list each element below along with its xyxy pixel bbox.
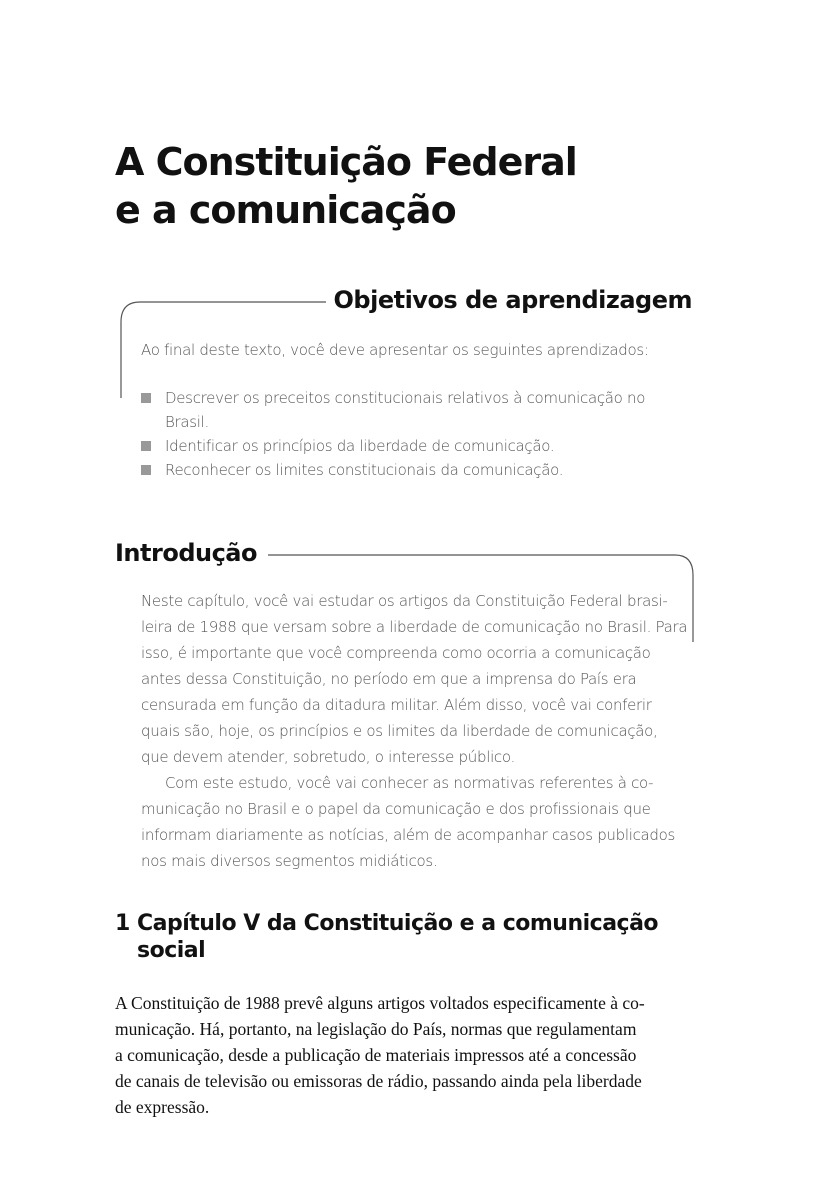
item-text: Descrever os preceitos constitucionais relativos à comunicação no <box>165 389 646 407</box>
list-item <box>141 434 645 458</box>
objectives-heading: Objetivos de aprendizagem <box>333 286 692 314</box>
text-line: municação. Há, portanto, na legislação do País, normas que regulamentam <box>115 1019 637 1039</box>
objectives-intro: Ao final deste texto, você deve apresentar os seguintes aprendizados: <box>141 341 649 359</box>
text-line: nos mais diversos segmentos midiáticos. <box>141 852 438 870</box>
introduction-heading: Introdução <box>115 539 257 567</box>
square-bullet-icon <box>141 465 151 475</box>
item-text: Identificar os princípios da liberdade de comunicação. <box>165 437 555 455</box>
text-line: isso, é importante que você compreenda como ocorria a comunicação <box>141 644 651 662</box>
square-bullet-icon <box>141 441 151 451</box>
heading-line: social <box>137 938 206 963</box>
title-line: A Constituição Federal <box>115 140 577 184</box>
text-line: que devem atender, sobretudo, o interesse público. <box>141 748 515 766</box>
item-text: Reconhecer os limites constitucionais da comunicação. <box>165 461 564 479</box>
text-line: leira de 1988 que versam sobre a liberdade de comunicação no Brasil. Para <box>141 618 688 636</box>
text-line: a comunicação, desde a publicação de materiais impressos até a concessão <box>115 1045 637 1065</box>
section-body <box>115 990 645 1120</box>
text-line: de canais de televisão ou emissoras de rádio, passando ainda pela liberdade <box>115 1071 642 1091</box>
text-line: censurada em função da ditadura militar. Além disso, você vai conferir <box>141 696 652 714</box>
objectives-list <box>141 386 645 482</box>
introduction-body <box>141 588 687 874</box>
item-text: Brasil. <box>165 413 209 431</box>
heading-line: 1 Capítulo V da Constituição e a comunicação <box>115 911 659 936</box>
section-heading <box>115 910 658 964</box>
text-line: municação no Brasil e o papel da comunicação e dos profissionais que <box>141 800 651 818</box>
text-line: Com este estudo, você vai conhecer as normativas referentes à co- <box>165 774 654 792</box>
text-line: quais são, hoje, os princípios e os limites da liberdade de comunicação, <box>141 722 658 740</box>
text-line: A Constituição de 1988 prevê alguns artigos voltados especificamente à co- <box>115 993 645 1013</box>
text-line: Neste capítulo, você vai estudar os artigos da Constituição Federal brasi- <box>141 592 668 610</box>
text-line: de expressão. <box>115 1097 210 1117</box>
list-item <box>141 386 645 434</box>
list-item <box>141 458 645 482</box>
text-line: antes dessa Constituição, no período em que a imprensa do País era <box>141 670 637 688</box>
title-line: e a comunicação <box>115 188 456 232</box>
page-title <box>115 138 577 234</box>
text-line: informam diariamente as notícias, além de acompanhar casos publicados <box>141 826 676 844</box>
square-bullet-icon <box>141 393 151 403</box>
